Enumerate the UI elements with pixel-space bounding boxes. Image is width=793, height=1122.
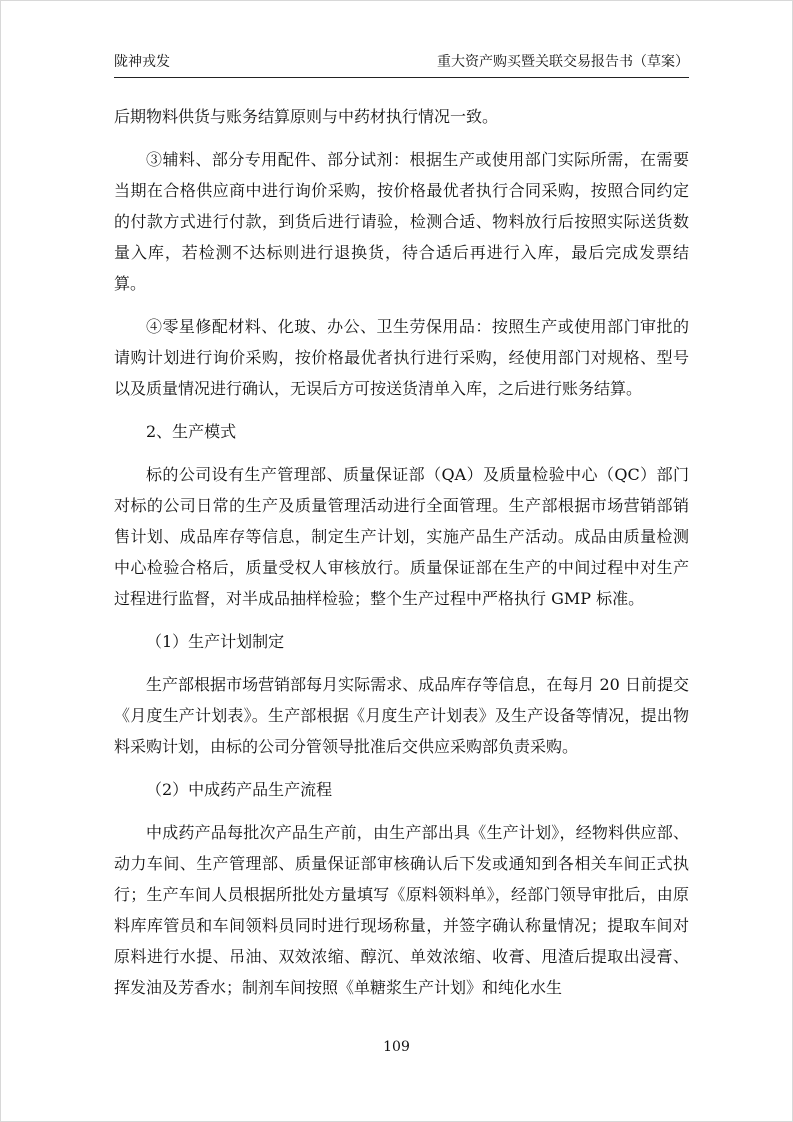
page-header	[114, 53, 689, 78]
paragraph-item-3-auxiliary-materials: ③辅料、部分专用配件、部分试剂：根据生产或使用部门实际所需，在需要当期在合格供应商中进行询价采购，按价格最优者执行合同采购，按照合同约定的付款方式进行付款，到货后进行请验，检测合适、物料放行后按照实际送货数量入库，若检测不达标则进行退换货，待合适后再进行入库，最后完成发票结算。	[114, 150, 689, 293]
page-number: 109	[383, 1039, 410, 1055]
paragraph-tcm-batch-production-process: 中成药产品每批次产品生产前，由生产部出具《生产计划》，经物料供应部、动力车间、生产管理部、质量保证部审核确认后下发或通知到各相关车间正式执行；生产车间人员根据所批处方量填写《原料领料单》，经部门领导审批后，由原料库库管员和车间领料员同时进行现场称量，并签字确认称量情况；提取车间对原料进行水提、吊油、双效浓缩、醇沉、单效浓缩、收膏、甩渣后提取出浸膏、挥发油及芳香水；制剂车间按照《单糖浆生产计划》和纯化水生	[114, 823, 689, 997]
paragraph-production-quality-management: 标的公司设有生产管理部、质量保证部（QA）及质量检验中心（QC）部门对标的公司日常的生产及质量管理活动进行全面管理。生产部根据市场营销部销售计划、成品库存等信息，制定生产计划，实施产品生产活动。成品由质量检测中心检验合格后，质量受权人审核放行。质量保证部在生产的中间过程中对生产过程进行监督，对半成品抽样检验；整个生产过程中严格执行 GMP 标准。	[114, 465, 689, 608]
paragraph-monthly-production-plan: 生产部根据市场营销部每月实际需求、成品库存等信息，在每月 20 日前提交《月度生产计划表》。生产部根据《月度生产计划表》及生产设备等情况，提出物料采购计划，由标的公司分管领导批准后交供应采购部负责采购。	[114, 675, 689, 756]
subsection-heading-tcm-production-process: （2）中成药产品生产流程	[146, 780, 333, 799]
paragraph-item-4-sundry-supplies: ④零星修配材料、化玻、办公、卫生劳保用品：按照生产或使用部门审批的请购计划进行询价采购，按价格最优者执行进行采购，经使用部门对规格、型号以及质量情况进行确认，无误后方可按送货清单入库，之后进行账务结算。	[114, 317, 689, 398]
header-company-name: 陇神戎发	[114, 54, 170, 70]
header-report-title: 重大资产购买暨关联交易报告书（草案）	[437, 54, 689, 70]
section-heading-production-mode: 2、生产模式	[146, 422, 237, 441]
subsection-heading-production-plan: （1）生产计划制定	[146, 632, 285, 651]
document-body	[114, 101, 689, 1003]
paragraph-continuation-settlement: 后期物料供货与账务结算原则与中药材执行情况一致。	[114, 107, 499, 126]
